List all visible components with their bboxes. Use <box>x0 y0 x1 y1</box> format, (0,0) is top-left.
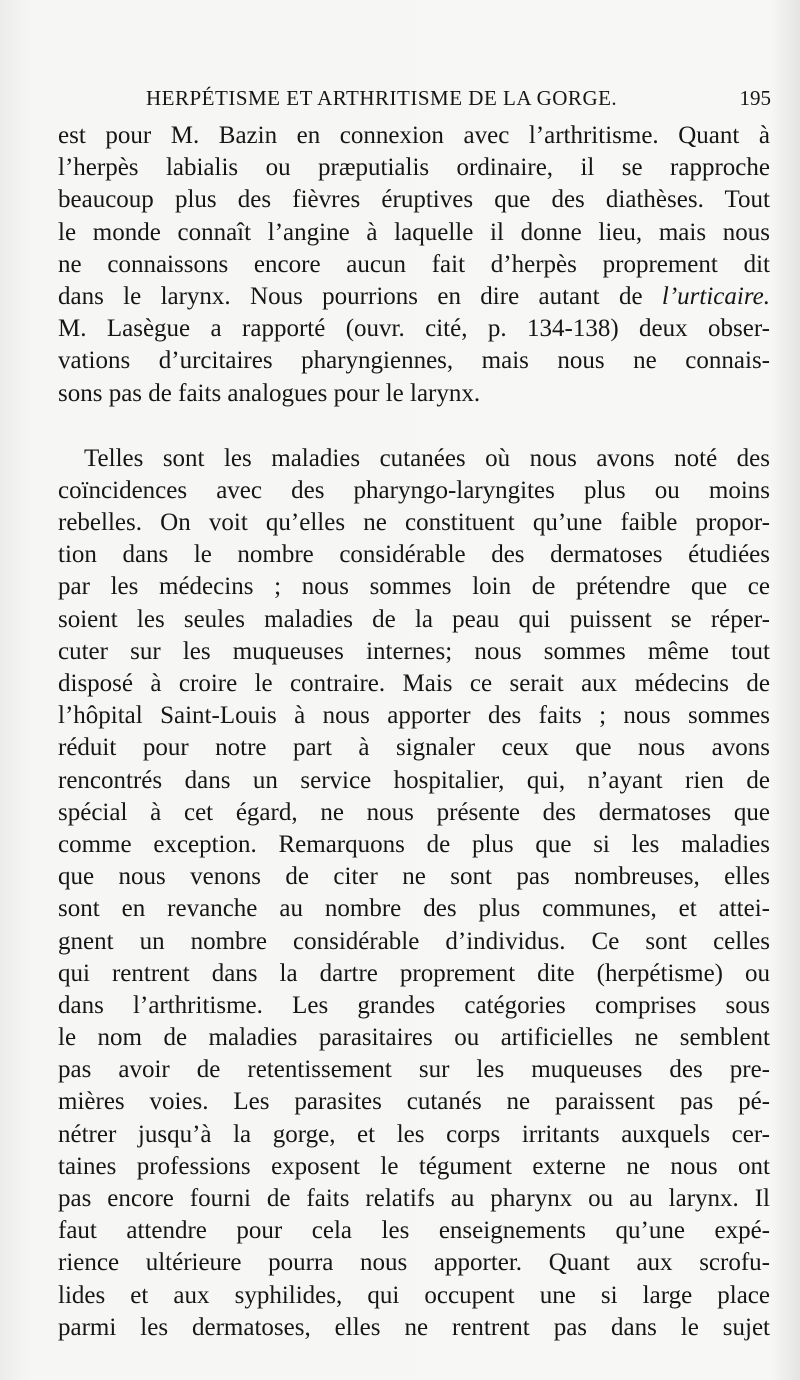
text-line: est pour M. Bazin en connexion avec l’arthritisme. Quant à <box>58 122 770 149</box>
text-line: disposé à croire le contraire. Mais ce serait aux médecins de <box>58 670 770 697</box>
text-line <box>58 281 770 313</box>
text-line: taines professions exposent le tégument externe ne nous ont <box>58 1152 770 1180</box>
text-line: par les médecins ; nous sommes loin de prétendre que ce <box>58 573 770 601</box>
text-line: tion dans le nombre considérable des dermatoses étudiées <box>58 541 770 569</box>
paragraph-gap <box>58 410 770 443</box>
running-title: HERPÉTISME ET ARTHRITISME DE LA GORGE. <box>146 86 618 110</box>
text-line: sons pas de faits analogues pour le larynx. <box>58 379 481 407</box>
text-line: sont en revanche au nombre des plus communes, et attei- <box>58 895 770 923</box>
text-line: mières voies. Les parasites cutanés ne paraissent pas pé- <box>58 1088 770 1116</box>
text-line: qui rentrent dans la dartre proprement dite (herpétisme) ou <box>58 959 770 987</box>
text-line: cuter sur les muqueuses internes; nous sommes même tout <box>58 637 770 665</box>
text-line: rience ultérieure pourra nous apporter. Quant aux scrofu- <box>58 1249 770 1277</box>
paragraph-2 <box>58 443 770 1344</box>
text-line: pas avoir de retentissement sur les muqueuses des pre- <box>58 1056 770 1084</box>
text-line: l’hôpital Saint-Louis à nous apporter des faits ; nous sommes <box>58 702 770 730</box>
text-line: l’herpès labialis ou præputialis ordinaire, il se rapproche <box>58 154 770 182</box>
italic-term: l’urticaire. <box>661 282 770 310</box>
text-line: rencontrés dans un service hospitalier, qui, n’ayant rien de <box>58 766 770 794</box>
body-text <box>58 120 770 1344</box>
text-line: soient les seules maladies de la peau qui puissent se réper- <box>58 605 770 633</box>
paragraph-1 <box>58 120 770 410</box>
text-line: que nous venons de citer ne sont pas nombreuses, elles <box>58 863 770 891</box>
text-line: faut attendre pour cela les enseignements qu’une expé- <box>58 1217 770 1245</box>
text-line: coïncidences avec des pharyngo-laryngites plus ou moins <box>58 476 770 504</box>
text-line: vations d’urcitaires pharyngiennes, mais nous ne connais- <box>58 347 770 375</box>
page-header <box>146 86 771 116</box>
text-line: lides et aux syphilides, qui occupent une si large place <box>58 1281 770 1309</box>
text-line: comme exception. Remarquons de plus que si les maladies <box>58 830 770 858</box>
page-number: 195 <box>739 86 771 110</box>
text-line: le nom de maladies parasitaires ou artificielles ne semblent <box>58 1024 770 1052</box>
text-line: Telles sont les maladies cutanées où nous avons noté des <box>84 444 770 472</box>
text-line: M. Lasègue a rapporté (ouvr. cité, p. 134-138) deux obser- <box>58 315 770 343</box>
text-line: pas encore fourni de faits relatifs au pharynx ou au larynx. Il <box>58 1185 770 1212</box>
text-line: dans l’arthritisme. Les grandes catégories comprises sous <box>58 991 770 1019</box>
text-line: rebelles. On voit qu’elles ne constituent qu’une faible propor- <box>58 509 770 537</box>
text-line: spécial à cet égard, ne nous présente des dermatoses que <box>58 798 770 826</box>
text-line: réduit pour notre part à signaler ceux que nous avons <box>58 734 770 762</box>
text-line: gnent un nombre considérable d’individus. Ce sont celles <box>58 927 770 955</box>
text-line: le monde connaît l’angine à laquelle il donne lieu, mais nous <box>58 218 770 246</box>
text-line: beaucoup plus des fièvres éruptives que des diathèses. Tout <box>58 186 770 214</box>
text-line: ne connaissons encore aucun fait d’herpès proprement dit <box>58 250 770 278</box>
text-line: nétrer jusqu’à la gorge, et les corps irritants auxquels cer- <box>58 1120 770 1148</box>
text-line: parmi les dermatoses, elles ne rentrent pas dans le sujet <box>58 1313 770 1341</box>
text-segment: dans le larynx. Nous pourrions en dire autant de <box>58 282 643 310</box>
